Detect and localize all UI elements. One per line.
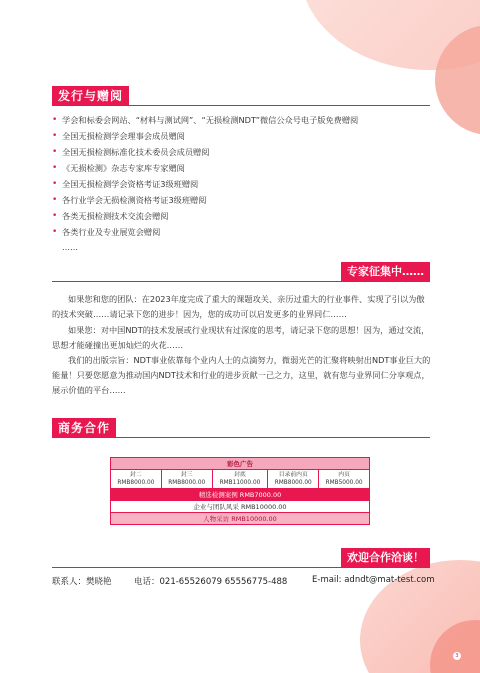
paragraph-achievements: 如果您和您的团队：在2023年度完成了重大的课题攻关、亲历过重大的行业事件、实现了引以为傲的技术突破……请记录下您的进步！因为，您的成功可以启发更多的业界同仁…… xyxy=(52,294,425,319)
list-item: • 各行业学会无损检测资格考证3级班赠阅 xyxy=(52,192,432,208)
column-name: 封底 xyxy=(234,472,246,478)
section-title-distribution: 发行与赠阅 xyxy=(52,86,129,106)
list-item: • 《无损检测》杂志专家库专家赠阅 xyxy=(52,160,432,176)
list-item: • 各类行业及专业展览会赠阅 xyxy=(52,224,432,240)
list-item: • 全国无损检测学会理事会成员赠阅 xyxy=(52,128,432,144)
welcome-banner xyxy=(52,548,430,568)
table-row xyxy=(111,501,370,513)
section-header-distribution xyxy=(52,86,430,106)
section-header-business xyxy=(52,418,430,438)
welcome-banner-text: 欢迎合作洽谈！ xyxy=(341,548,430,568)
column-price: RMB5000.00 xyxy=(325,480,363,486)
paragraph-thoughts: 如果您：对中国NDT的技术发展或行业现状有过深度的思考，请记录下您的思想！因为，通过交流，思想才能碰撞出更加灿烂的火花…… xyxy=(52,325,430,350)
column-name: 内页 xyxy=(338,472,350,478)
section-header-experts xyxy=(52,262,430,282)
table-row xyxy=(111,489,370,501)
list-item: • 各类无损检测技术交流会赠阅 xyxy=(52,208,432,224)
list-item: • 全国无损检测学会资格考证3级班赠阅 xyxy=(52,176,432,192)
column-price: RMB11000.00 xyxy=(219,480,261,486)
contact-email[interactable]: E-mail: adndt@mat-test.com xyxy=(312,575,435,585)
table-cell xyxy=(319,470,370,489)
table-cell: 精选检测案例 RMB7000.00 xyxy=(111,489,370,501)
page-number: 3 xyxy=(453,652,461,660)
contact-phone: 电话：021-65526079 65556775-488 xyxy=(134,577,288,587)
column-name: 目录前内页 xyxy=(278,472,308,478)
contact-person: 联系人：樊晓艳 xyxy=(52,577,112,587)
table-cell: 人物采访 RMB10000.00 xyxy=(111,513,370,525)
distribution-list xyxy=(52,112,432,256)
column-name: 封三 xyxy=(180,472,193,478)
table-row xyxy=(111,513,370,525)
table-cell xyxy=(212,470,268,489)
table-title-row xyxy=(111,458,370,470)
table-cell xyxy=(161,470,212,489)
column-price: RMB8000.00 xyxy=(117,480,155,486)
table-title: 彩色广告 xyxy=(111,458,370,470)
table-cell xyxy=(268,470,319,489)
table-cell xyxy=(111,470,162,489)
column-name: 封二 xyxy=(130,472,142,478)
section-title-business: 商务合作 xyxy=(52,418,116,438)
list-item: • 学会和标委会网站、“材料与测试网”、“无损检测NDT”微信公众号电子版免费赠阅 xyxy=(52,112,432,128)
paragraph-mission: 我们的出版宗旨：NDT事业依靠每个业内人士的点滴努力，微弱光芒的汇聚将映射出NDT事业巨大的能量！只要您愿意为推动国内NDT技术和行业的进步贡献一己之力，这里，就有您与业界同仁分享观点，展示价值的平台…… xyxy=(52,355,431,395)
ad-pricing-table xyxy=(110,457,370,525)
list-item: • 全国无损检测标准化技术委员会成员赠阅 xyxy=(52,144,432,160)
column-price: RMB8000.00 xyxy=(274,480,312,486)
section-title-experts: 专家征集中…… xyxy=(341,262,430,282)
table-cell: 企业与团队风采 RMB10000.00 xyxy=(111,501,370,513)
column-price: RMB8000.00 xyxy=(168,480,206,486)
list-ellipsis: …… xyxy=(62,243,78,252)
table-row xyxy=(111,470,370,489)
